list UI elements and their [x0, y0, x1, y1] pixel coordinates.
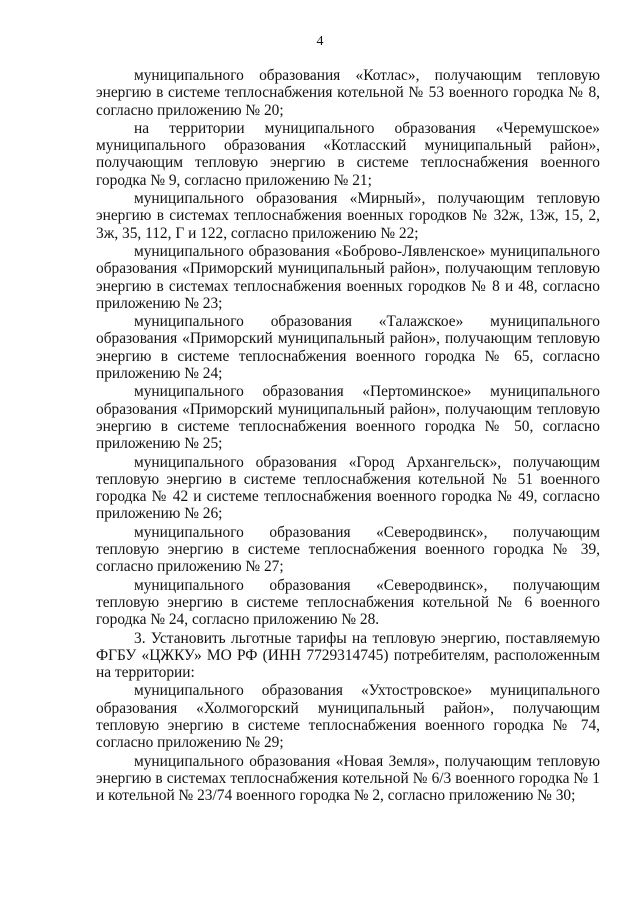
paragraph-severodvinsk-24: муниципального образования «Северодвинск», получающим тепловую энергию в системе теплоснабжения котельной № 6 военного городка № 24, согласно приложению № 28. — [96, 576, 600, 629]
paragraph-cheremushskoe: на территории муниципального образования «Черемушское» муниципального образования «Котласский муниципальный район», получающим тепловую энергию в системе теплоснабжения военного городка № 9, согласно приложению № 21; — [96, 119, 600, 189]
page-number: 4 — [316, 34, 324, 49]
paragraph-item-3: 3. Установить льготные тарифы на тепловую энергию, поставляемую ФГБУ «ЦЖКУ» МО РФ (ИНН 7729314745) потребителям, расположенным на территории: — [96, 629, 600, 682]
paragraph-arkhangelsk: муниципального образования «Город Архангельск», получающим тепловую энергию в системе теплоснабжения котельной № 51 военного городка № 42 и системе теплоснабжения военного городка № 49, согласно приложению № 26; — [96, 453, 600, 523]
paragraph-mirny: муниципального образования «Мирный», получающим тепловую энергию в системах теплоснабжения военных городков № 32ж, 13ж, 15, 2, 3ж, 35, 112, Г и 122, согласно приложению № 22; — [96, 190, 600, 242]
document-body — [96, 67, 600, 805]
paragraph-talazhskoe: муниципального образования «Талажское» муниципального образования «Приморский муниципальный район», получающим тепловую энергию в системе теплоснабжения военного городка № 65, согласно приложению № 24; — [96, 313, 600, 383]
paragraph-severodvinsk-39: муниципального образования «Северодвинск», получающим тепловую энергию в системе теплоснабжения военного городка № 39, согласно приложению № 27; — [96, 523, 600, 576]
paragraph-bobrovo-lyavlenskoe: муниципального образования «Боброво-Лявленское» муниципального образования «Приморский муниципальный район», получающим тепловую энергию в системах теплоснабжения военных городков № 8 и 48, согласно приложению № 23; — [96, 242, 600, 312]
paragraph-novaya-zemlya: муниципального образования «Новая Земля», получающим тепловую энергию в системах теплоснабжения котельной № 6/3 военного городка № 1 и котельной № 23/74 военного городка № 2, согласно приложению № 30; — [96, 752, 600, 805]
paragraph-pertominskoe: муниципального образования «Пертоминское» муниципального образования «Приморский муниципальный район», получающим тепловую энергию в системе теплоснабжения военного городка № 50, согласно приложению № 25; — [96, 383, 600, 453]
paragraph-kotlas: муниципального образования «Котлас», получающим тепловую энергию в системе теплоснабжения котельной № 53 военного городка № 8, согласно приложению № 20; — [96, 67, 600, 119]
paragraph-ukhtostrovskoe: муниципального образования «Ухтостровское» муниципального образования «Холмогорский муниципальный район», получающим тепловую энергию в системе теплоснабжения военного городка № 74, согласно приложению № 29; — [96, 682, 600, 752]
